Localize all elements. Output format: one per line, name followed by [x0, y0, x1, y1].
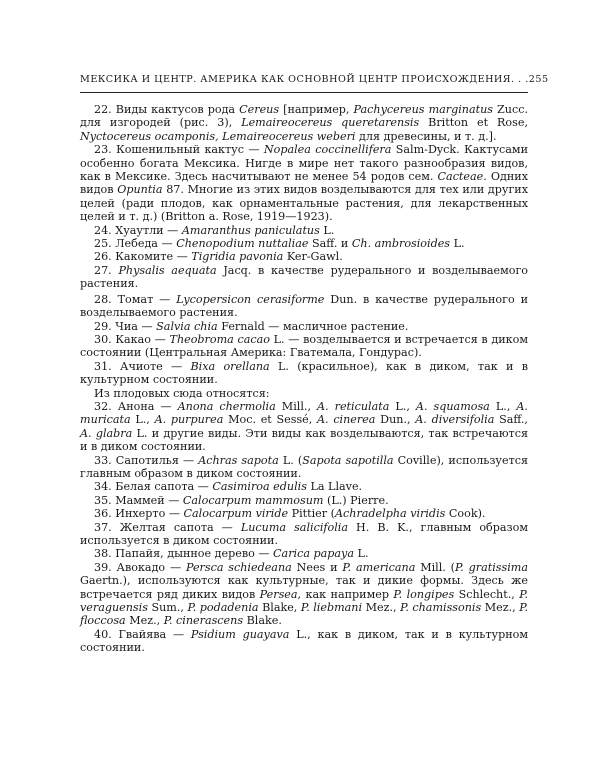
entry-paragraph: [80, 360, 528, 387]
entry-text: 29. Чиа —: [94, 319, 157, 333]
entry-text: L. (красильное), как в диком, так и в культурном состоянии.: [80, 359, 528, 387]
entry-paragraph: [80, 494, 528, 507]
latin-name: Achras sapota: [198, 453, 279, 467]
entry-text: Jacq. в качестве рудерального и возделываемого растения.: [80, 263, 529, 291]
entry-paragraph: [80, 547, 528, 560]
latin-name: P. gratissima: [455, 560, 528, 574]
latin-name: Nyctocereus ocamponis, Lemaireocereus weberi: [80, 129, 356, 143]
latin-name: P. veraguensis: [80, 587, 529, 615]
entry-text: 37. Желтая сапота —: [94, 520, 241, 534]
entry-paragraph: [80, 561, 528, 628]
entry-text: L. и другие виды. Эти виды как возделываются, так встречаются и в диком состоянии.: [80, 426, 528, 454]
latin-name: Amaranthus paniculatus: [181, 223, 320, 237]
latin-name: A. muricata: [80, 399, 528, 427]
entry-paragraph: [80, 507, 528, 520]
entry-text: Sum.,: [147, 601, 188, 615]
entry-text: Ker-Gawl.: [283, 250, 343, 264]
entry-text: 38. Папайя, дынное дерево —: [94, 547, 274, 561]
entry-paragraph: [80, 293, 528, 320]
entry-text: Moc. et Sessé,: [223, 413, 318, 427]
entry-paragraph: [80, 237, 528, 250]
entry-text: L.,: [489, 399, 517, 413]
entry-paragraph: [80, 264, 528, 291]
entry-text: 24. Хуаутли —: [94, 223, 182, 237]
latin-name: Carica papaya: [273, 547, 354, 561]
page-number: 255: [528, 74, 549, 85]
latin-name: Calocarpum mammosum: [182, 493, 324, 507]
entry-paragraph: [80, 320, 528, 333]
entry-text: 27.: [94, 263, 119, 277]
entry-text: H. B. K., главным образом используется в диком состоянии.: [80, 520, 528, 547]
entry-text: Saff.,: [494, 413, 528, 427]
entry-paragraph: [80, 143, 528, 223]
latin-name: Theobroma cacao: [169, 332, 270, 346]
entry-text: Coville), используется главным образом в диком состоянии.: [80, 453, 529, 480]
latin-name: Cereus: [239, 103, 280, 116]
latin-name: A. cinerea: [317, 413, 376, 427]
latin-name: A. squamosa: [415, 399, 490, 413]
header-rule: [80, 92, 528, 93]
latin-name: Lemaireocereus queretarensis: [241, 116, 420, 130]
latin-name: Chenopodium nuttaliae: [176, 237, 309, 251]
entry-paragraph: [80, 521, 528, 548]
entry-text: Britton et Rose,: [419, 116, 528, 130]
latin-name: Casimiroa edulis: [212, 480, 307, 494]
entry-text: L. — возделывается и встречается в диком состоянии (Центральная Америка: Гватемала, Гондурас).: [80, 332, 528, 360]
latin-name: Achradelpha viridis: [334, 507, 446, 521]
latin-name: P. americana: [342, 560, 416, 574]
entry-text: Mill. (: [415, 560, 456, 574]
entry-text: L.: [450, 237, 465, 251]
entry-text: Zucc. для изгородей (рис. 3),: [80, 103, 528, 130]
entry-text: Mez.,: [125, 614, 164, 628]
entry-text: L. (: [278, 453, 303, 467]
entry-text: 36. Инхерто —: [94, 507, 184, 521]
entry-text: 26. Какомите —: [94, 250, 192, 264]
entry-paragraph: [80, 250, 528, 263]
latin-name: Cacteae.: [437, 170, 487, 184]
latin-name: A. diversifolia: [415, 413, 495, 427]
latin-name: P. podadenia: [187, 601, 259, 615]
latin-name: Persea: [259, 587, 298, 601]
entry-text: L.: [354, 547, 369, 561]
entry-text: Blake,: [258, 601, 301, 615]
entry-text: L.,: [130, 413, 155, 427]
entry-paragraph: [80, 454, 528, 481]
latin-name: P. cinerascens: [163, 614, 244, 628]
running-head: [80, 74, 549, 85]
latin-name: P. liebmani: [300, 601, 363, 615]
entry-text: Gaertn.), используются как культурные, так и дикие формы. Здесь же встречается ряд диких видов: [80, 574, 528, 601]
running-head-title: МЕКСИКА И ЦЕНТР. АМЕРИКА КАК ОСНОВНОЙ ЦЕНТР ПРОИСХОЖДЕНИЯ. . .: [80, 74, 529, 85]
latin-name: Sapota sapotilla: [302, 453, 394, 467]
entry-text: Mez.,: [481, 601, 520, 615]
entry-text: L.: [319, 223, 335, 237]
entry-text: (L.) Pierre.: [323, 493, 389, 507]
latin-name: P. chamissonis: [400, 601, 482, 615]
page-body: [80, 103, 528, 655]
entry-text: для древесины, и т. д.].: [355, 129, 497, 143]
latin-name: A. glabra: [80, 426, 133, 440]
latin-name: Anona chermolia: [177, 399, 276, 413]
entry-text: L., как в диком, так и в культурном состоянии.: [80, 627, 528, 655]
latin-name: Pachycereus marginatus: [353, 103, 493, 116]
entry-paragraph: [80, 400, 528, 454]
entry-text: 31. Ачиоте —: [94, 359, 191, 373]
entry-text: Dun.,: [375, 413, 416, 427]
entry-text: 35. Маммей —: [94, 493, 183, 507]
latin-name: Psidium guayava: [190, 627, 290, 641]
latin-name: Calocarpum viride: [183, 507, 289, 521]
entry-text: 22. Виды кактусов рода: [94, 103, 240, 116]
entry-text: Schlecht.,: [454, 587, 520, 601]
entry-paragraph: [80, 387, 528, 400]
latin-name: Physalis aequata: [118, 263, 217, 277]
latin-name: Persca schiedeana: [185, 560, 292, 574]
entry-text: 30. Какао —: [94, 332, 170, 346]
entry-text: 40. Гвайява —: [94, 627, 191, 641]
entry-text: Mill.,: [275, 399, 318, 413]
entry-text: 39. Авокадо —: [94, 560, 186, 574]
entry-text: 28. Томат —: [94, 292, 177, 306]
entry-text: Dun. в качестве рудерального и возделываемого растения.: [80, 292, 528, 320]
entry-text: Cook).: [445, 507, 486, 521]
latin-name: Tigridia pavonia: [191, 250, 284, 264]
entry-text: Одних видов: [80, 170, 528, 197]
entry-text: 25. Лебеда —: [94, 237, 177, 251]
latin-name: Ch. ambrosioides: [351, 237, 451, 251]
latin-name: A. reticulata: [317, 399, 390, 413]
latin-name: Lucuma salicifolia: [240, 520, 348, 534]
latin-name: P. floccosa: [80, 601, 529, 628]
entry-text: [например,: [279, 103, 354, 116]
entry-text: Из плодовых сюда относятся:: [94, 386, 270, 400]
entry-paragraph: [80, 333, 528, 360]
entry-text: Blake.: [243, 614, 282, 628]
latin-name: A. purpurea: [154, 413, 224, 427]
entry-text: L.,: [389, 399, 416, 413]
entry-text: , как например: [297, 587, 394, 601]
entry-text: 33. Сапотилья —: [94, 453, 199, 467]
entry-text: Fernald — масличное растение.: [217, 319, 409, 333]
latin-name: Nopalea coccinellifera: [263, 143, 392, 157]
entry-text: 32. Анона —: [94, 399, 178, 413]
entry-text: Pittier (: [288, 507, 335, 521]
latin-name: Opuntia: [117, 183, 163, 197]
entry-text: 23. Кошенильный кактус —: [94, 143, 264, 157]
latin-name: Salvia chia: [156, 319, 218, 333]
latin-name: Lycopersicon cerasiforme: [176, 292, 325, 306]
latin-name: Bixa orellana: [190, 359, 270, 373]
entry-paragraph: [80, 480, 528, 493]
entry-text: Saff. и: [308, 237, 352, 251]
entry-text: 34. Белая сапота —: [94, 480, 213, 494]
entry-text: Nees и: [291, 560, 343, 574]
entry-text: La Llave.: [306, 480, 363, 494]
entry-paragraph: [80, 224, 528, 237]
latin-name: P. longipes: [393, 587, 455, 601]
entry-text: Mez.,: [362, 601, 401, 615]
entry-paragraph: [80, 103, 528, 143]
entry-text: Salm-Dyck. Кактусами особенно богата Мексика. Нигде в мире нет такого разнообразия видов, как в Мексике. Здесь насчитывают не менее 54 родов сем.: [80, 143, 528, 184]
entry-text: 87. Многие из этих видов возделываются для тех или других целей (ради плодов, как орнаментальные растения, для лекарственных целей и т. д.) (Britton a. Rose, 1919—1923).: [80, 183, 529, 224]
entry-paragraph: [80, 628, 528, 655]
